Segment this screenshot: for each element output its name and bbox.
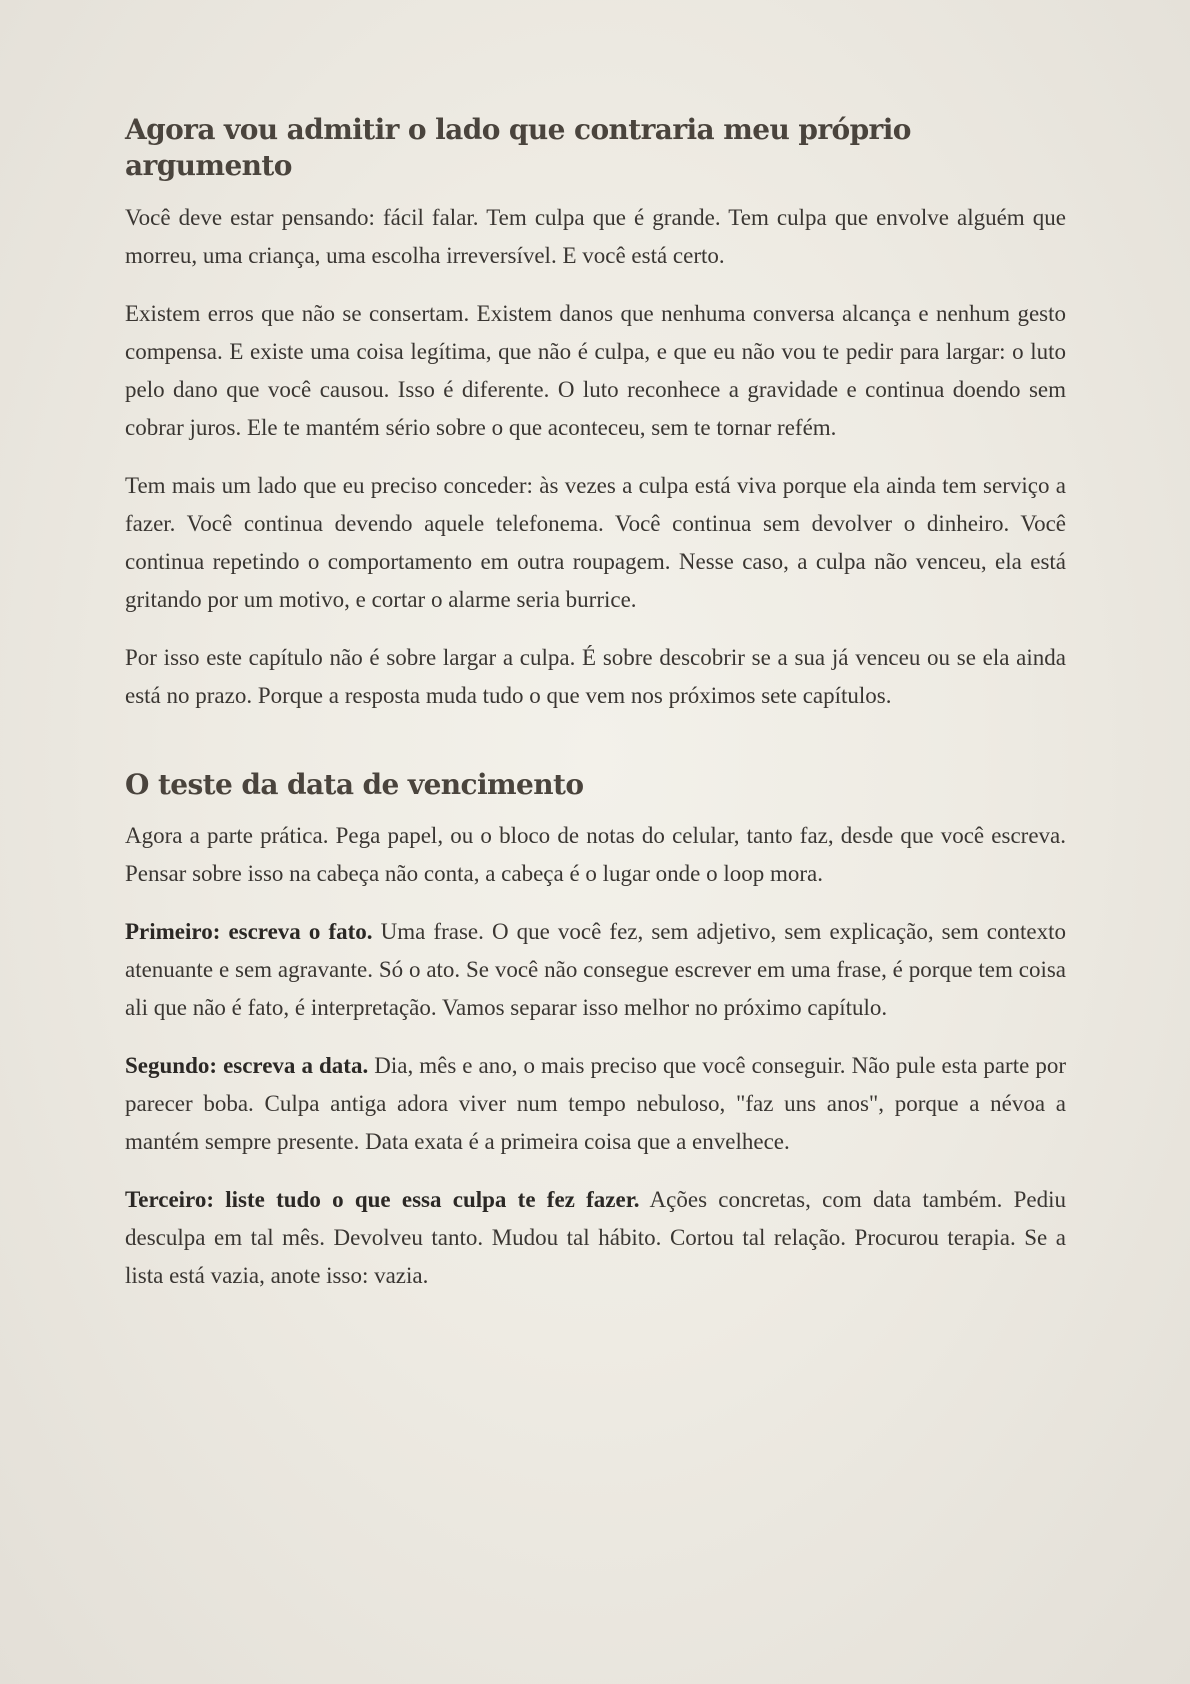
step-label: Segundo: escreva a data. xyxy=(125,1053,369,1079)
paragraph: Por isso este capítulo não é sobre largar a culpa. É sobre descobrir se a sua já venceu ou se ela ainda está no prazo. Porque a resposta muda tudo o que vem nos próximos sete capítulos. xyxy=(125,644,1066,708)
step-text: Dia, mês e ano, o mais preciso que você conseguir. Não pule esta parte por parecer boba. Culpa antiga adora viver num tempo nebuloso, "faz uns anos", porque a névoa a mantém sempre presente. Data exata é a primeira coisa que a envelhece. xyxy=(125,1053,1067,1155)
section-heading: O teste da data de vencimento xyxy=(125,767,584,801)
step-paragraph xyxy=(125,913,1066,1027)
step-text: Ações concretas, com data também. Pediu desculpa em tal mês. Devolveu tanto. Mudou tal hábito. Cortou tal relação. Procurou terapia. Se a lista está vazia, anote isso: vazia. xyxy=(125,1187,1067,1289)
section-heading: Agora vou admitir o lado que contraria meu próprio argumento xyxy=(125,113,911,183)
step-paragraph xyxy=(125,1181,1066,1295)
document-page xyxy=(125,112,1066,1315)
step-paragraph xyxy=(125,1047,1066,1161)
paragraph: Você deve estar pensando: fácil falar. Tem culpa que é grande. Tem culpa que envolve alguém que morreu, uma criança, uma escolha irreversível. E você está certo. xyxy=(125,204,1066,268)
paragraph: Agora a parte prática. Pega papel, ou o bloco de notas do celular, tanto faz, desde que você escreva. Pensar sobre isso na cabeça não conta, a cabeça é o lugar onde o loop mora. xyxy=(125,823,1066,887)
paragraph: Existem erros que não se consertam. Existem danos que nenhuma conversa alcança e nenhum gesto compensa. E existe uma coisa legítima, que não é culpa, e que eu não vou te pedir para largar: o luto pelo dano que você causou. Isso é diferente. O luto reconhece a gravidade e continua doendo sem cobrar juros. Ele te mantém sério sobre o que aconteceu, sem te tornar refém. xyxy=(125,300,1066,440)
paragraph: Tem mais um lado que eu preciso conceder: às vezes a culpa está viva porque ela ainda tem serviço a fazer. Você continua devendo aquele telefonema. Você continua sem devolver o dinheiro. Você continua repetindo o comportamento em outra roupagem. Nesse caso, a culpa não venceu, ela está gritando por um motivo, e cortar o alarme seria burrice. xyxy=(125,472,1066,612)
step-label: Primeiro: escreva o fato. xyxy=(125,919,373,945)
step-label: Terceiro: liste tudo o que essa culpa te fez fazer. xyxy=(125,1187,640,1213)
step-text: Uma frase. O que você fez, sem adjetivo, sem explicação, sem contexto atenuante e sem agravante. Só o ato. Se você não consegue escrever em uma frase, é porque tem coisa ali que não é fato, é interpretação. Vamos separar isso melhor no próximo capítulo. xyxy=(125,919,1067,1021)
